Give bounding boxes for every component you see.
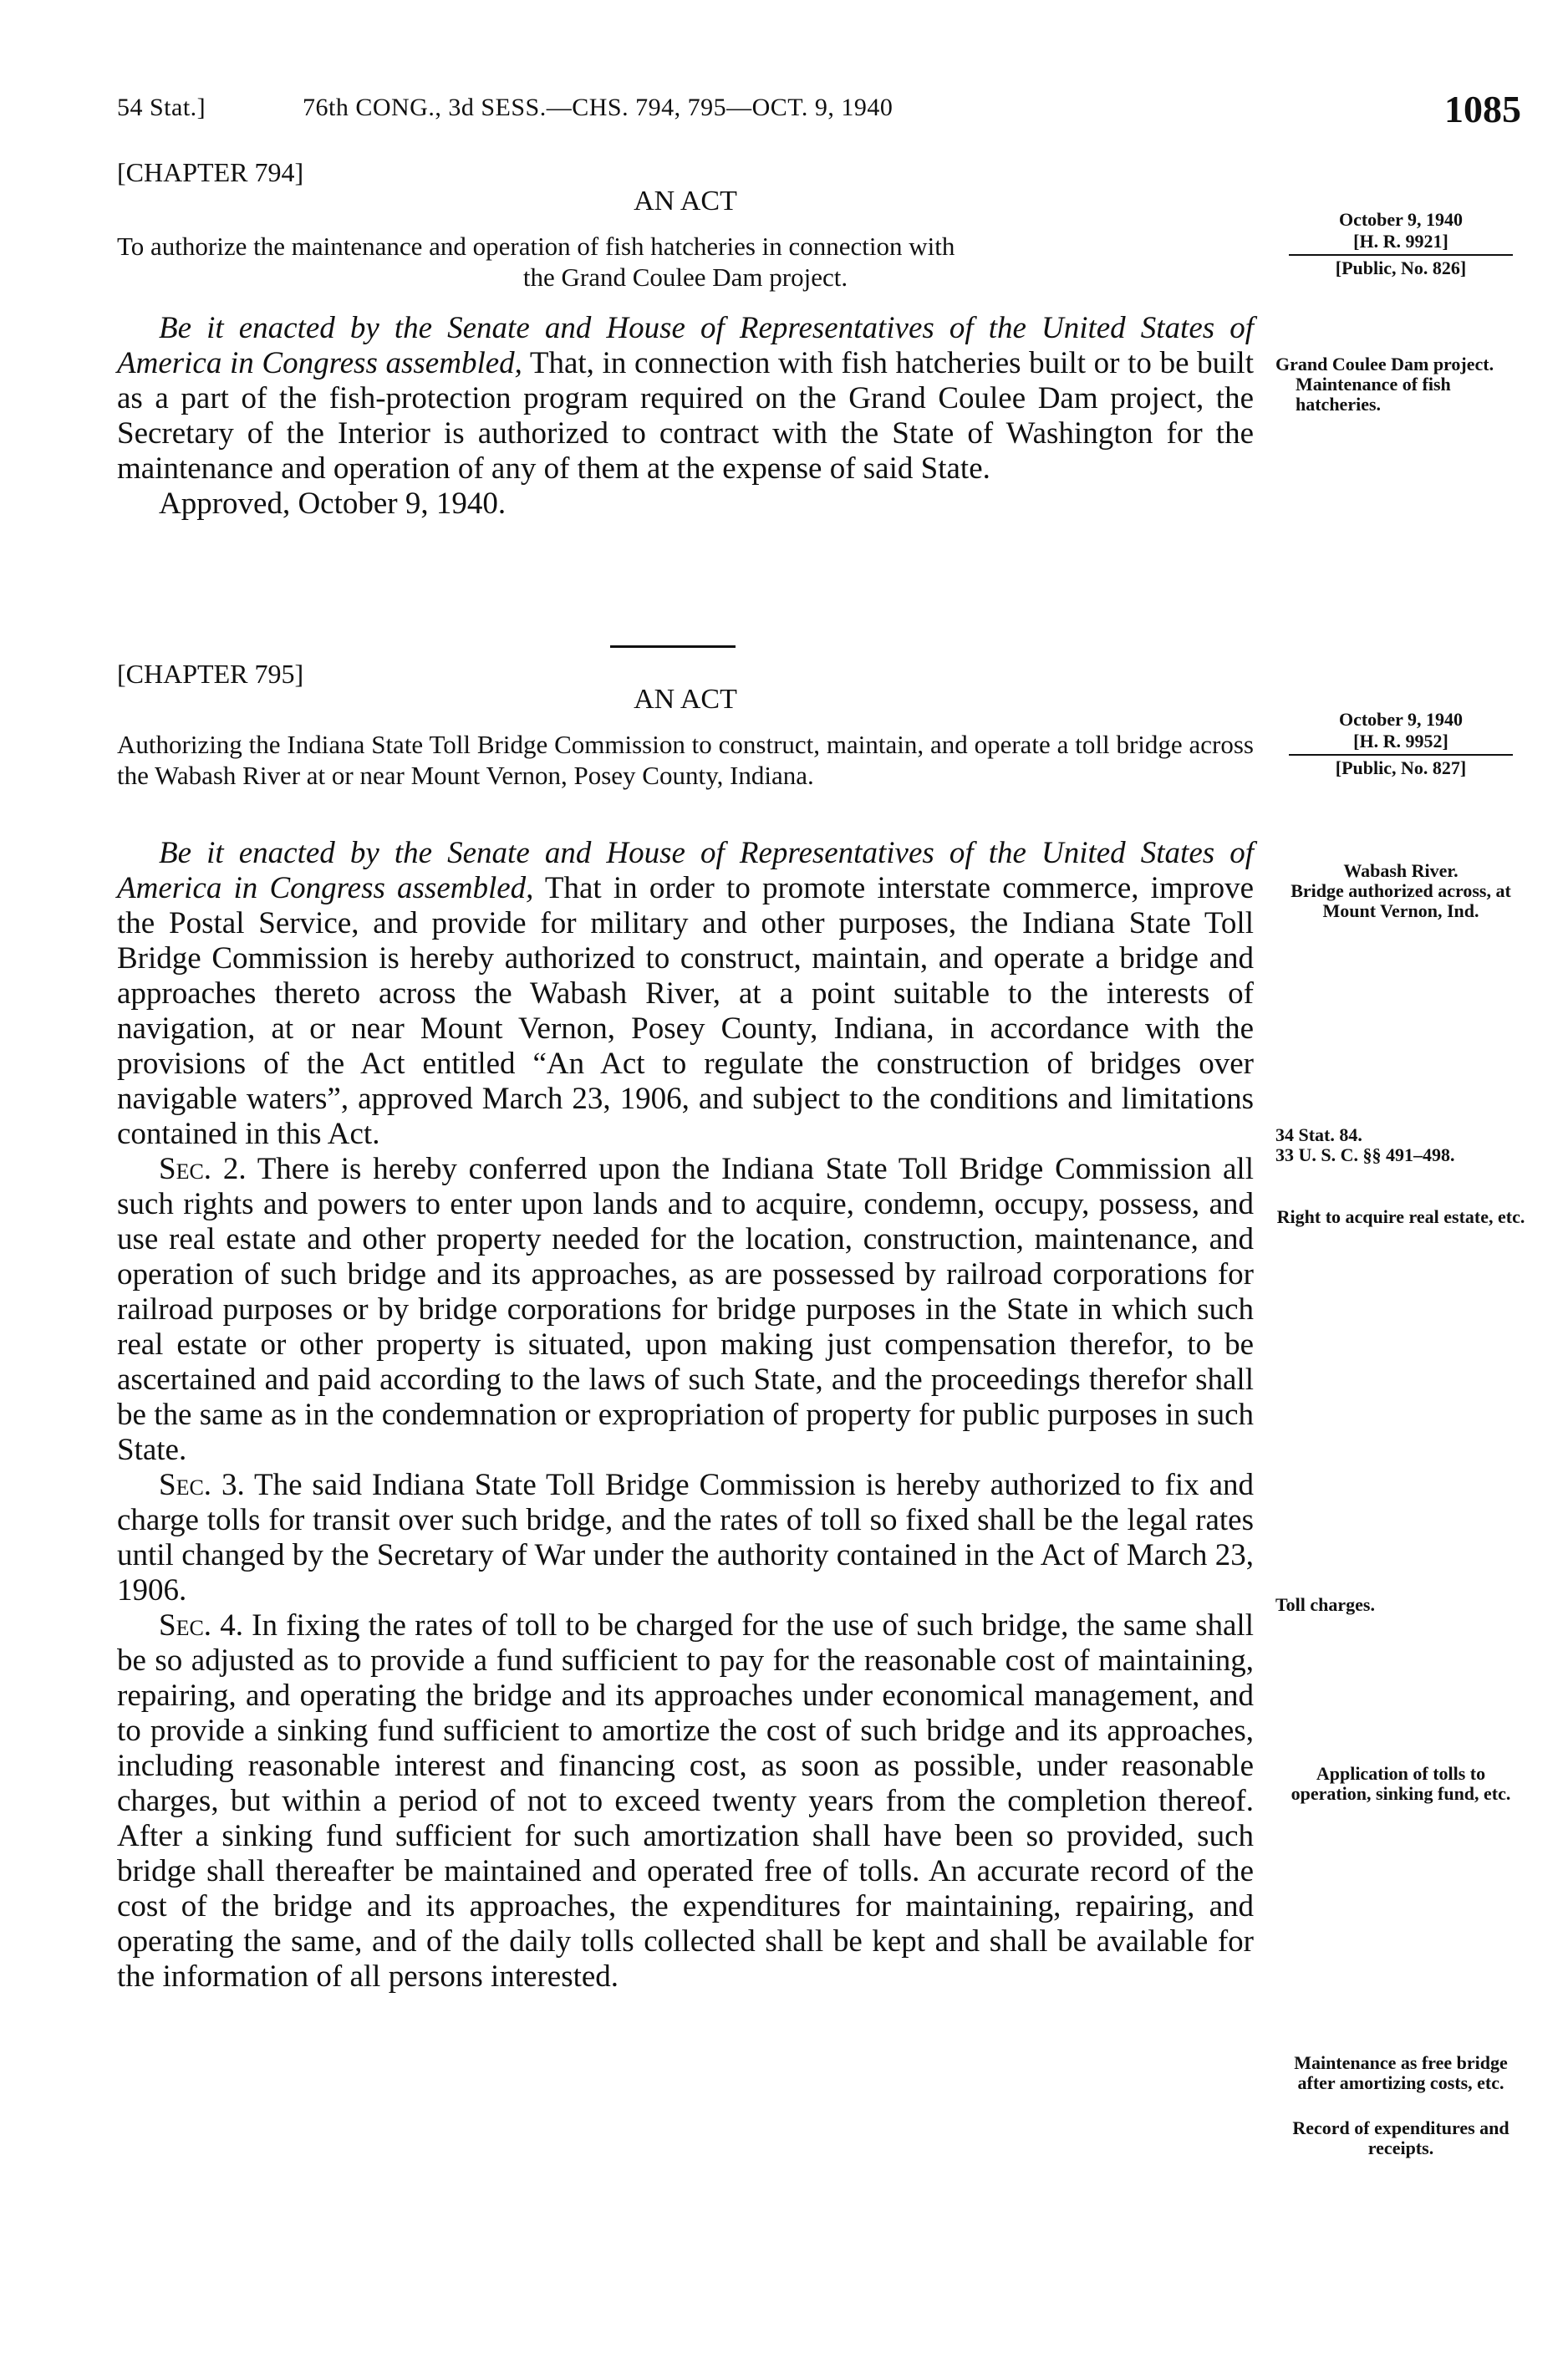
margin-note-record: Record of expenditures and receipts. xyxy=(1292,2117,1509,2158)
section-4-text: In fixing the rates of toll to be charged for the use of such bridge, the same shall be so adjusted as to provide a fund sufficient to pay for the reasonable cost of maintaining, repairing, and operating the bridge and its approaches under economical management, and to provide a sinking fund sufficient to amortize the cost of such bridge and its approaches, including reasonable interest and financing cost, as soon as possible, under reasonable charges, but within a period of not to exceed twenty years from the completion thereof. After a sinking fund sufficient for such amortization shall have been so provided, such bridge shall thereafter be maintained and operated free of tolls. An accurate record of the cost of the bridge and its approaches, the expenditures for maintaining, repairing, and operating the same, and of the daily tolls collected shall be kept and shall be available for the information of all persons interested. xyxy=(117,1608,1254,1994)
chapter-795-section-1: That in order to promote interstate commerce, improve the Postal Service, and provide for military and other purposes, the Indiana State Toll Bridge Commission is hereby authorized to construct, maintain, and operate a bridge and approaches thereto across the Wabash River, at a point suitable to the interests of navigation, at or near Mount Vernon, Posey County, Indiana, in accordance with the provisions of the Act entitled “An Act to regulate the construction of bridges over navigable waters”, approved March 23, 1906, and subject to the conditions and limitations contained in this Act. xyxy=(117,871,1254,1151)
chapter-794-enacting-clause: Be it enacted by the Senate and House of Representatives of the United States of America in Congress assembled, xyxy=(117,311,1254,380)
marginal-rule xyxy=(1289,254,1513,256)
section-3-text: The said Indiana State Toll Bridge Commission is hereby authorized to fix and charge tolls for transit over such bridge, and the rates of toll so fixed shall be the legal rates until changed by the Secretary of War under the authority contained in the Act of March 23, 1906. xyxy=(117,1468,1254,1607)
section-3-label: Sec. 3. xyxy=(159,1468,245,1502)
chapter-794-text: That, in connection with fish hatcheries built or to be built as a part of the fish-protection program required on the Grand Coulee Dam project, the Secretary of the Interior is authorized to contract with the State of Washington for the maintenance and operation of any of them at the expense of said State. xyxy=(117,346,1254,486)
margin-note-toll-charges: Toll charges. xyxy=(1275,1594,1375,1615)
margin-note-wabash xyxy=(1275,861,1526,921)
chapter-795-marginal-heading xyxy=(1275,709,1526,779)
chapter-794-hr: [H. R. 9921] xyxy=(1353,231,1448,252)
running-header xyxy=(117,87,1521,145)
chapter-794-date: October 9, 1940 xyxy=(1338,209,1464,230)
chapter-794-marginal-heading xyxy=(1275,209,1526,279)
session-header: 76th CONG., 3d SESS.—CHS. 794, 795—OCT. 9, 1940 xyxy=(303,94,893,121)
margin-note-wabash-1: Wabash River. xyxy=(1343,860,1459,881)
chapter-794-label: [CHAPTER 794] xyxy=(117,157,304,187)
margin-note-application-of-tolls: Application of tolls to operation, sinking fund, etc. xyxy=(1291,1763,1511,1804)
chapter-795-purpose: Authorizing the Indiana State Toll Bridge Commission to construct, maintain, and operate a toll bridge across the Wabash River at or near Mount Vernon, Posey County, Indiana. xyxy=(117,730,1254,790)
chapter-794-public-law: [Public, No. 826] xyxy=(1335,257,1467,278)
chapter-795-enacting-clause: Be it enacted by the Senate and House of Representatives of the United States of America in Congress assembled, xyxy=(117,836,1254,905)
chapter-795-body xyxy=(117,836,1254,1995)
chapter-794-body xyxy=(117,311,1254,522)
chapter-795-label: [CHAPTER 795] xyxy=(117,659,304,689)
section-divider xyxy=(610,645,736,648)
margin-note-grand-coulee-1: Grand Coulee Dam project. xyxy=(1275,354,1494,374)
chapter-794-purpose xyxy=(117,231,1254,293)
margin-note-statute-2: 33 U. S. C. §§ 491–498. xyxy=(1275,1144,1455,1165)
chapter-795-hr: [H. R. 9952] xyxy=(1353,731,1448,752)
chapter-794-purpose-line2: the Grand Coulee Dam project. xyxy=(522,262,848,292)
margin-note-right-to-acquire: Right to acquire real estate, etc. xyxy=(1276,1206,1525,1227)
section-2-label: Sec. 2. xyxy=(159,1152,247,1186)
page-number: 1085 xyxy=(1444,88,1521,130)
margin-note-statute xyxy=(1275,1125,1526,1165)
margin-note-statute-1: 34 Stat. 84. xyxy=(1275,1124,1362,1145)
chapter-795-act-title: AN ACT xyxy=(634,684,737,715)
chapter-795-public-law: [Public, No. 827] xyxy=(1335,757,1467,778)
margin-note-wabash-2: Bridge authorized across, at Mount Vernon, Ind. xyxy=(1291,880,1511,921)
section-2-text: There is hereby conferred upon the Indiana State Toll Bridge Commission all such rights and powers to enter upon lands and to acquire, condemn, occupy, possess, and use real estate and other property needed for the location, construction, maintenance, and operation of such bridge and its approaches, as are possessed by railroad corporations for railroad purposes or by bridge corporations for bridge purposes in the State in which such real estate or other property is situated, upon making just compensation therefor, to be ascertained and paid according to the laws of such State, and the proceedings therefor shall be the same as in the condemnation or expropriation of property for public purposes in such State. xyxy=(117,1152,1254,1467)
margin-note-grand-coulee-2: Maintenance of fish hatcheries. xyxy=(1296,374,1451,415)
margin-note-grand-coulee xyxy=(1275,354,1526,415)
section-4-label: Sec. 4. xyxy=(159,1608,243,1643)
marginal-rule xyxy=(1289,754,1513,756)
chapter-795-date: October 9, 1940 xyxy=(1338,709,1464,730)
chapter-794-purpose-line1: To authorize the maintenance and operation of fish hatcheries in connection with xyxy=(117,232,955,261)
statute-reference: 54 Stat.] xyxy=(117,94,206,121)
chapter-794-approved: Approved, October 9, 1940. xyxy=(159,487,507,521)
margin-note-maintenance-free: Maintenance as free bridge after amortizing costs, etc. xyxy=(1294,2052,1508,2093)
chapter-794-act-title: AN ACT xyxy=(634,186,737,217)
